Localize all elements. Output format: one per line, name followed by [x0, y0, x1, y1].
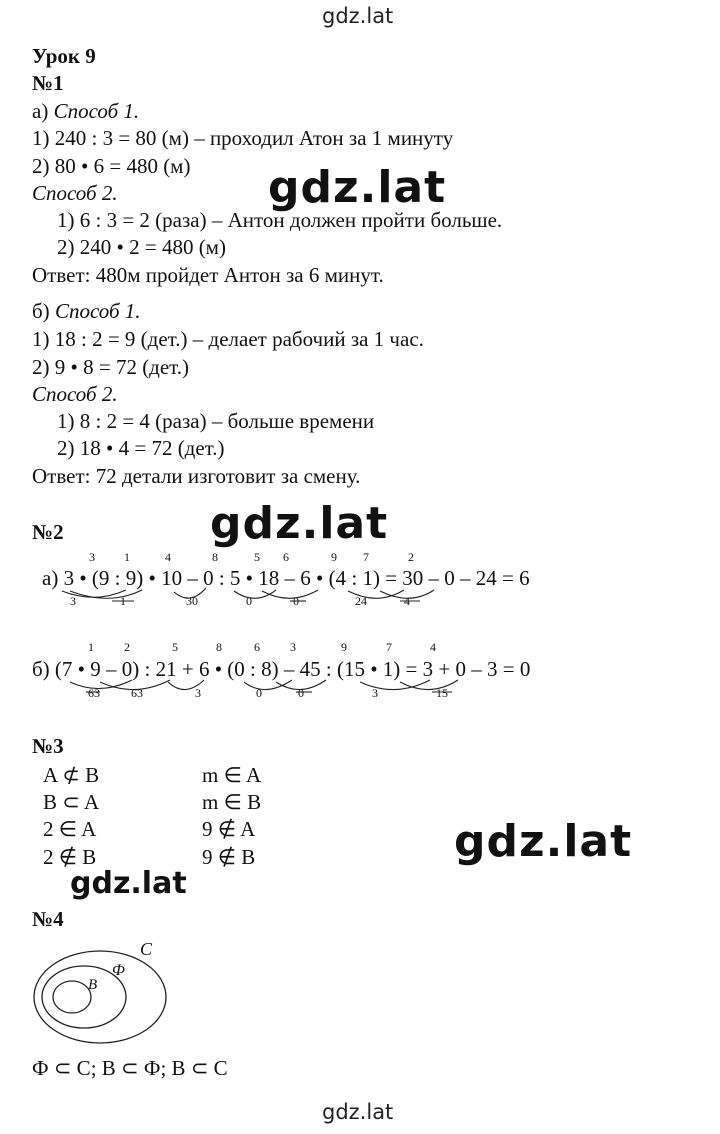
- task1-a-line2: 2) 80 • 6 = 480 (м): [32, 154, 191, 178]
- task1-b-answer: Ответ: 72 детали изготовит за смену.: [32, 464, 361, 488]
- set-relation: m ∈ B: [202, 790, 262, 814]
- task4-heading: №4: [32, 907, 64, 931]
- result-number: 0: [246, 594, 252, 608]
- set-relation: 2 ∈ A: [43, 817, 97, 841]
- set-relation: 9 ∉ A: [202, 817, 256, 841]
- result-number: 4: [404, 594, 410, 608]
- task1-b-method1: б) Способ 1.: [32, 299, 141, 323]
- result-number: 63: [88, 686, 100, 700]
- task1-b-method2: Способ 2.: [32, 382, 118, 406]
- label-c: C: [140, 939, 153, 959]
- result-number: 3: [70, 594, 76, 608]
- result-number: 0: [293, 594, 299, 608]
- task1-b-line3: 1) 8 : 2 = 4 (раза) – больше времени: [57, 409, 375, 433]
- task1-a-line1: 1) 240 : 3 = 80 (м) – проходил Атон за 1 минуту: [32, 126, 454, 150]
- arc: [244, 680, 292, 690]
- task1-b-line2: 2) 9 • 8 = 72 (дет.): [32, 355, 190, 379]
- task1-a-method1: а) Способ 1.: [32, 99, 140, 123]
- task1-b-line1: 1) 18 : 2 = 9 (дет.) – делает рабочий за 1 час.: [32, 327, 424, 351]
- set-relation: 9 ∉ B: [202, 845, 256, 869]
- task2-a-expression: а) 3 • (9 : 9) • 10 – 0 : 5 • 18 – 6 • (4 : 1) = 30 – 0 – 24 = 6: [42, 566, 530, 590]
- task4-relation: Ф ⊂ C; B ⊂ Ф; B ⊂ C: [32, 1056, 228, 1080]
- order-number: 9: [341, 640, 347, 654]
- task2-b-expression: б) (7 • 9 – 0) : 21 + 6 • (0 : 8) – 45 : (15 • 1) = 3 + 0 – 3 = 0: [32, 657, 531, 681]
- task2-heading: №2: [32, 520, 64, 544]
- set-c-ellipse: [34, 951, 166, 1043]
- order-number: 5: [254, 550, 260, 564]
- task1-b-line4: 2) 18 • 4 = 72 (дет.): [57, 436, 225, 460]
- result-number: 3: [195, 686, 201, 700]
- order-number: 7: [386, 640, 392, 654]
- arc: [100, 680, 170, 690]
- set-relation: m ∈ A: [202, 763, 262, 787]
- order-number: 4: [165, 550, 171, 564]
- arc: [70, 590, 142, 598]
- watermark: gdz.lat: [70, 866, 187, 901]
- order-number: 3: [89, 550, 95, 564]
- task2-b-arcs: [70, 680, 458, 692]
- arc: [360, 680, 430, 690]
- label-b: B: [88, 977, 98, 993]
- order-number: 1: [124, 550, 130, 564]
- watermark: gdz.lat: [454, 816, 633, 867]
- watermark: gdz.lat: [268, 162, 447, 213]
- set-relation: B ⊂ A: [43, 790, 100, 814]
- task1-a-method2: Способ 2.: [32, 181, 118, 205]
- order-number: 6: [254, 640, 260, 654]
- watermark-bottom: gdz.lat: [322, 1100, 394, 1124]
- watermark-top: gdz.lat: [322, 4, 394, 28]
- order-number: 2: [408, 550, 414, 564]
- euler-diagram: [34, 951, 166, 1043]
- result-number: 0: [256, 686, 262, 700]
- result-number: 24: [355, 594, 367, 608]
- set-relation: A ⊄ B: [43, 763, 100, 787]
- set-b-ellipse: [53, 981, 91, 1013]
- order-number: 8: [216, 640, 222, 654]
- task1-heading: №1: [32, 71, 64, 95]
- order-number: 2: [124, 640, 130, 654]
- order-number: 6: [283, 550, 289, 564]
- watermark: gdz.lat: [210, 498, 389, 549]
- order-number: 7: [363, 550, 369, 564]
- result-number: 15: [436, 686, 448, 700]
- result-number: 30: [186, 594, 198, 608]
- task1-a-line3: 1) 6 : 3 = 2 (раза) – Антон должен пройти больше.: [57, 208, 503, 232]
- order-number: 4: [430, 640, 436, 654]
- order-number: 8: [212, 550, 218, 564]
- result-number: 3: [372, 686, 378, 700]
- result-number: 1: [120, 594, 126, 608]
- task1-a-answer: Ответ: 480м пройдет Антон за 6 минут.: [32, 263, 384, 287]
- order-number: 1: [88, 640, 94, 654]
- arc: [168, 680, 204, 690]
- order-number: 9: [331, 550, 337, 564]
- lesson-title: Урок 9: [32, 44, 96, 68]
- task3-heading: №3: [32, 734, 64, 758]
- order-number: 3: [290, 640, 296, 654]
- order-number: 5: [172, 640, 178, 654]
- result-number: 0: [298, 686, 304, 700]
- task2-a-arcs: [62, 588, 434, 601]
- task1-a-line4: 2) 240 • 2 = 480 (м): [57, 235, 226, 259]
- arc: [70, 680, 132, 689]
- result-number: 63: [131, 686, 143, 700]
- label-f: Ф: [112, 962, 125, 979]
- set-relation: 2 ∉ B: [43, 845, 97, 869]
- arc: [174, 588, 206, 598]
